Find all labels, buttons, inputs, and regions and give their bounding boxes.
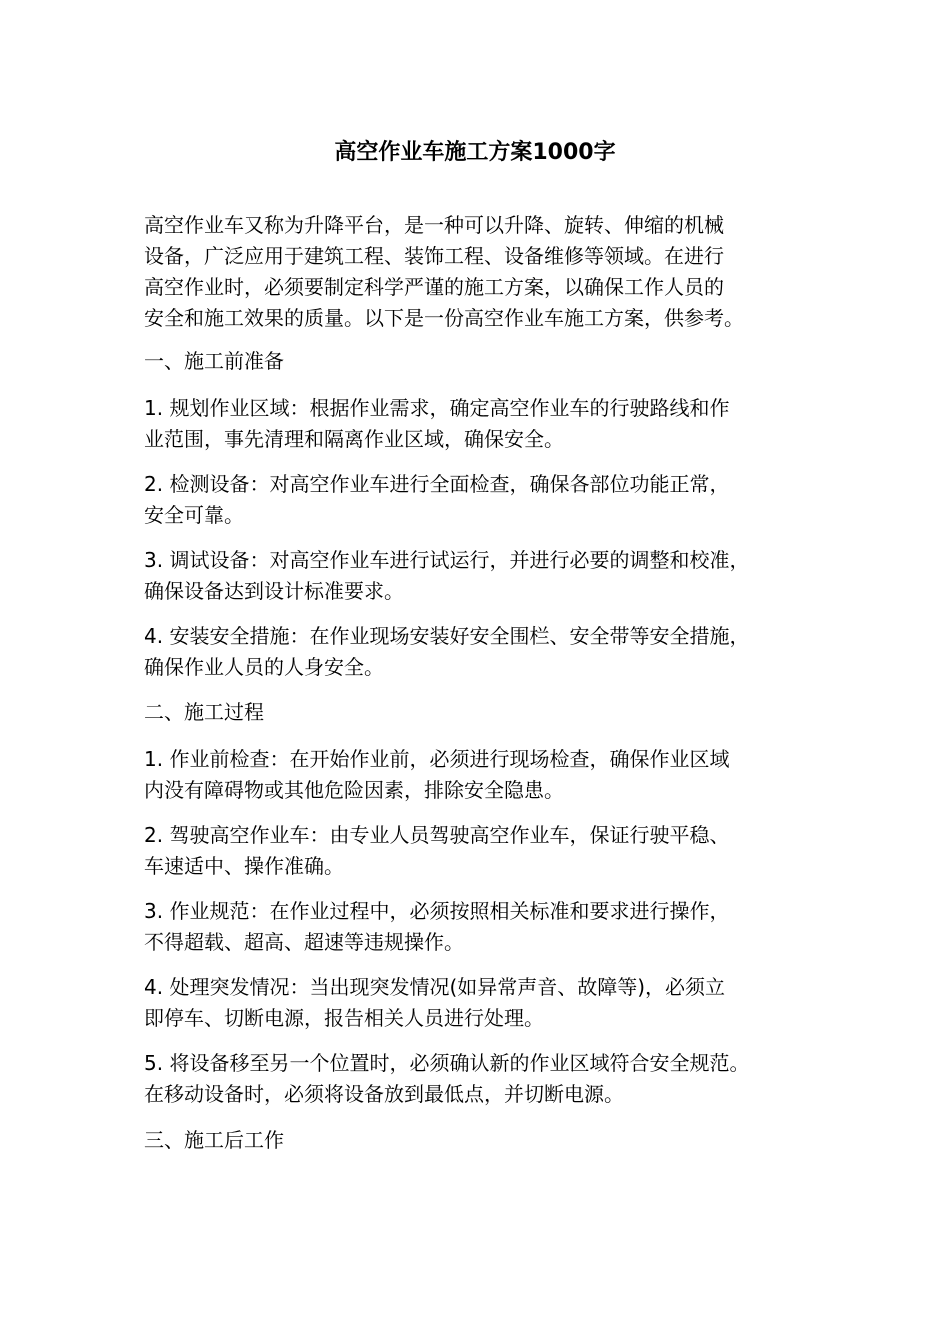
list-item: 5. 将设备移至另一个位置时，必须确认新的作业区域符合安全规范。 在移动设备时，必须将设备放到最低点，并切断电源。 bbox=[144, 1051, 750, 1106]
list-item: 3. 调试设备：对高空作业车进行试运行，并进行必要的调整和校准， 确保设备达到设计标准要求。 bbox=[144, 548, 750, 603]
intro-line: 安全和施工效果的质量。以下是一份高空作业车施工方案，供参考。 bbox=[144, 306, 744, 330]
intro-line: 设备，广泛应用于建筑工程、装饰工程、设备维修等领域。在进行 bbox=[144, 244, 724, 268]
section-heading-preparation: 一、施工前准备 bbox=[144, 349, 284, 373]
section-heading-process: 二、施工过程 bbox=[144, 700, 264, 724]
intro-paragraph bbox=[144, 210, 834, 334]
list-item: 1. 作业前检查：在开始作业前，必须进行现场检查，确保作业区域 内没有障碍物或其他危险因素，排除安全隐患。 bbox=[144, 747, 730, 802]
section-heading-post-work: 三、施工后工作 bbox=[144, 1128, 284, 1152]
list-item: 2. 驾驶高空作业车：由专业人员驾驶高空作业车，保证行驶平稳、 车速适中、操作准确。 bbox=[144, 823, 730, 878]
list-item: 2. 检测设备：对高空作业车进行全面检查，确保各部位功能正常， 安全可靠。 bbox=[144, 472, 730, 527]
document-title: 高空作业车施工方案1000字 bbox=[334, 140, 616, 165]
list-item: 4. 安装安全措施：在作业现场安装好安全围栏、安全带等安全措施， 确保作业人员的人身安全。 bbox=[144, 624, 750, 679]
intro-line: 高空作业车又称为升降平台，是一种可以升降、旋转、伸缩的机械 bbox=[144, 213, 724, 237]
list-item: 4. 处理突发情况：当出现突发情况(如异常声音、故障等)，必须立 即停车、切断电源，报告相关人员进行处理。 bbox=[144, 975, 726, 1030]
list-item: 1. 规划作业区域：根据作业需求，确定高空作业车的行驶路线和作 业范围，事先清理和隔离作业区域，确保安全。 bbox=[144, 396, 730, 451]
intro-line: 高空作业时，必须要制定科学严谨的施工方案，以确保工作人员的 bbox=[144, 275, 724, 299]
list-item: 3. 作业规范：在作业过程中，必须按照相关标准和要求进行操作， 不得超载、超高、超速等违规操作。 bbox=[144, 899, 730, 954]
